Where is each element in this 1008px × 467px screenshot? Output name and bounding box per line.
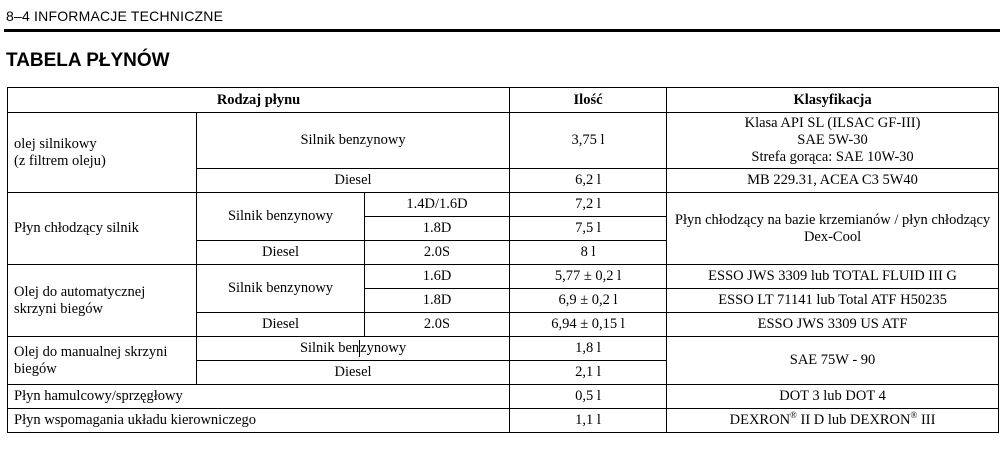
quantity-cell: 6,9 ± 0,2 l <box>510 289 667 313</box>
quantity-cell: 2,1 l <box>510 361 667 385</box>
classification-text: II D lub DEXRON <box>796 412 911 428</box>
classification-line: Klasa API SL (ILSAC GF-III) <box>744 115 921 131</box>
engine-type-cell: Silnik benzynowy <box>197 193 365 241</box>
classification-cell: ESSO JWS 3309 US ATF <box>667 313 999 337</box>
fluid-name-line: olej silnikowy <box>14 135 97 152</box>
fluid-name-manual-transmission <box>8 337 197 385</box>
quantity-cell: 0,5 l <box>510 385 667 409</box>
table-row <box>8 265 999 289</box>
fluid-name-coolant: Płyn chłodzący silnik <box>8 193 197 265</box>
registered-mark: ® <box>910 410 918 420</box>
fluid-name-line: (z filtrem oleju) <box>14 152 106 169</box>
classification-cell <box>667 193 999 265</box>
fluid-name-line: skrzyni biegów <box>14 300 103 317</box>
table-header-row <box>8 88 999 113</box>
quantity-cell: 5,77 ± 0,2 l <box>510 265 667 289</box>
fluid-name-automatic-transmission <box>8 265 197 337</box>
engine-type-text: Silnik ben <box>299 340 360 356</box>
classification-line: Strefa gorąca: SAE 10W-30 <box>751 149 914 165</box>
engine-variant-cell: 1.8D <box>365 289 510 313</box>
quantity-cell: 1,1 l <box>510 409 667 433</box>
engine-type-cell: Diesel <box>197 313 365 337</box>
engine-type-cell: Diesel <box>197 169 510 193</box>
classification-cell: ESSO LT 71141 lub Total ATF H50235 <box>667 289 999 313</box>
section-title: TABELA PŁYNÓW <box>6 50 170 71</box>
classification-line: Płyn chłodzący na bazie krzemianów / płyn chłodzący <box>674 211 991 228</box>
classification-cell: DOT 3 lub DOT 4 <box>667 385 999 409</box>
classification-cell <box>667 113 999 169</box>
quantity-cell: 7,2 l <box>510 193 667 217</box>
column-header-classification: Klasyfikacja <box>667 88 999 113</box>
engine-variant-cell: 2.0S <box>365 313 510 337</box>
fluid-name-line: biegów <box>14 360 57 377</box>
table-row <box>8 337 999 361</box>
quantity-cell: 8 l <box>510 241 667 265</box>
classification-line: SAE 5W-30 <box>797 132 868 148</box>
fluid-name-power-steering: Płyn wspomagania układu kierowniczego <box>8 409 510 433</box>
fluid-name-brake: Płyn hamulcowy/sprzęgłowy <box>8 385 510 409</box>
column-header-fluid-type: Rodzaj płynu <box>8 88 510 113</box>
engine-type-cell: Silnik benzynowy <box>197 113 510 169</box>
fluid-name-engine-oil <box>8 113 197 193</box>
table-row <box>8 409 999 433</box>
classification-text: DEXRON <box>729 412 791 428</box>
column-header-quantity: Ilość <box>510 88 667 113</box>
engine-type-text: zynowy <box>360 340 407 356</box>
table-row <box>8 193 999 217</box>
engine-type-cell <box>197 337 510 361</box>
quantity-cell: 7,5 l <box>510 217 667 241</box>
table-row <box>8 385 999 409</box>
fluid-name-line: Olej do manualnej skrzyni <box>14 343 168 360</box>
classification-cell <box>667 409 999 433</box>
engine-variant-cell: 1.4D/1.6D <box>365 193 510 217</box>
fluid-name-line: Olej do automatycznej <box>14 283 146 300</box>
fluids-table <box>7 87 999 433</box>
engine-variant-cell: 2.0S <box>365 241 510 265</box>
classification-cell: SAE 75W - 90 <box>667 337 999 385</box>
engine-type-cell: Diesel <box>197 241 365 265</box>
registered-mark: ® <box>790 410 797 420</box>
quantity-cell: 6,2 l <box>510 169 667 193</box>
quantity-cell: 1,8 l <box>510 337 667 361</box>
engine-type-cell: Silnik benzynowy <box>197 265 365 313</box>
classification-cell: MB 229.31, ACEA C3 5W40 <box>667 169 999 193</box>
engine-variant-cell: 1.8D <box>365 217 510 241</box>
classification-cell: ESSO JWS 3309 lub TOTAL FLUID III G <box>667 265 999 289</box>
quantity-cell: 6,94 ± 0,15 l <box>510 313 667 337</box>
classification-text: III <box>917 412 936 428</box>
engine-variant-cell: 1.6D <box>365 265 510 289</box>
engine-type-cell: Diesel <box>197 361 510 385</box>
running-head: 8–4 INFORMACJE TECHNICZNE <box>6 8 224 24</box>
classification-line: Dex-Cool <box>803 228 862 245</box>
table-row <box>8 113 999 169</box>
quantity-cell: 3,75 l <box>510 113 667 169</box>
header-rule <box>4 29 1000 32</box>
